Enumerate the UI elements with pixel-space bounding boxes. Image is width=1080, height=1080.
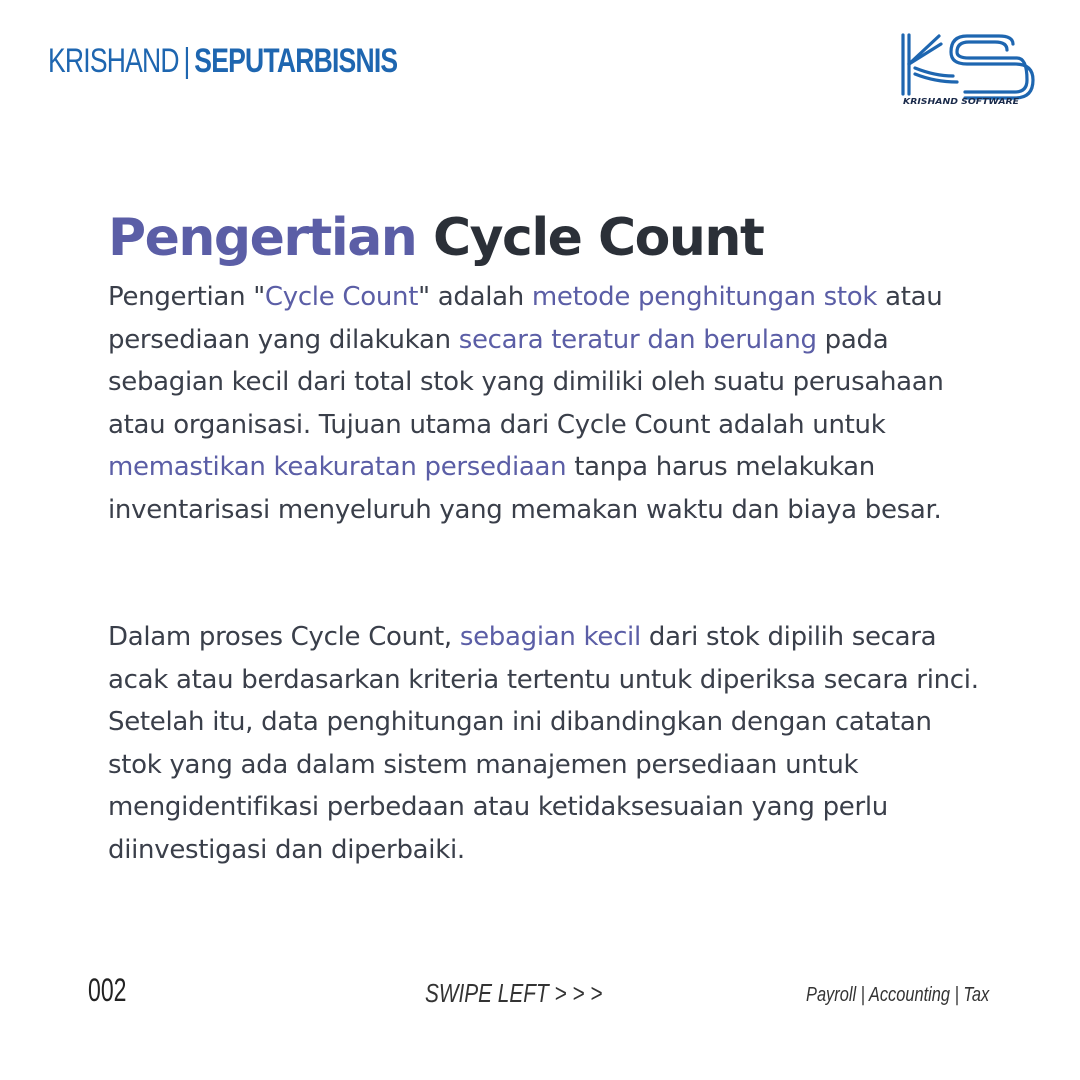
title-accent: Pengertian [108, 208, 417, 268]
text-segment: dari stok dipilih secara acak atau berdasarkan kriteria tertentu untuk diperiksa secara rinci. Setelah itu, data penghitungan ini dibandingkan dengan catatan stok yang ada dalam sistem manajemen persediaan untuk mengidentifikasi perbedaan atau ketidaksesuaian yang perlu diinvestigasi dan diperbaiki. [108, 622, 979, 865]
highlight-text: secara teratur dan berulang [458, 324, 817, 355]
logo-wordmark: KRISHAND SOFTWARE [903, 97, 1020, 106]
paragraph-process [108, 616, 988, 871]
text-segment: Pengertian " [108, 282, 265, 312]
highlight-text: Cycle Count [264, 282, 419, 312]
brand-separator: | [183, 42, 190, 80]
text-segment: pada sebagian kecil dari total stok yang dimiliki oleh suatu perusahaan atau organisasi. Tujuan utama dari Cycle Count adalah untuk [108, 324, 944, 440]
text-segment: Dalam proses Cycle Count, [108, 622, 460, 652]
page-number: 002 [88, 972, 127, 1008]
services-tagline: Payroll | Accounting | Tax [806, 984, 990, 1006]
text-segment: atau persediaan yang dilakukan [108, 282, 943, 355]
brand-section: SEPUTARBISNIS [194, 42, 398, 80]
highlight-text: memastikan keakuratan persediaan [108, 452, 567, 482]
page-title [108, 208, 763, 268]
brand-name: KRISHAND [48, 42, 179, 80]
swipe-hint: SWIPE LEFT > > > [425, 978, 603, 1008]
krishand-software-logo [895, 32, 1040, 112]
paragraph-definition [108, 276, 988, 531]
text-segment: " adalah [418, 282, 532, 312]
title-rest: Cycle Count [432, 208, 764, 268]
brand-header [48, 42, 397, 81]
text-segment: tanpa harus melakukan inventarisasi menyeluruh yang memakan waktu dan biaya besar. [108, 452, 942, 525]
highlight-text: metode penghitungan stok [531, 282, 878, 312]
highlight-text: sebagian kecil [459, 622, 641, 652]
